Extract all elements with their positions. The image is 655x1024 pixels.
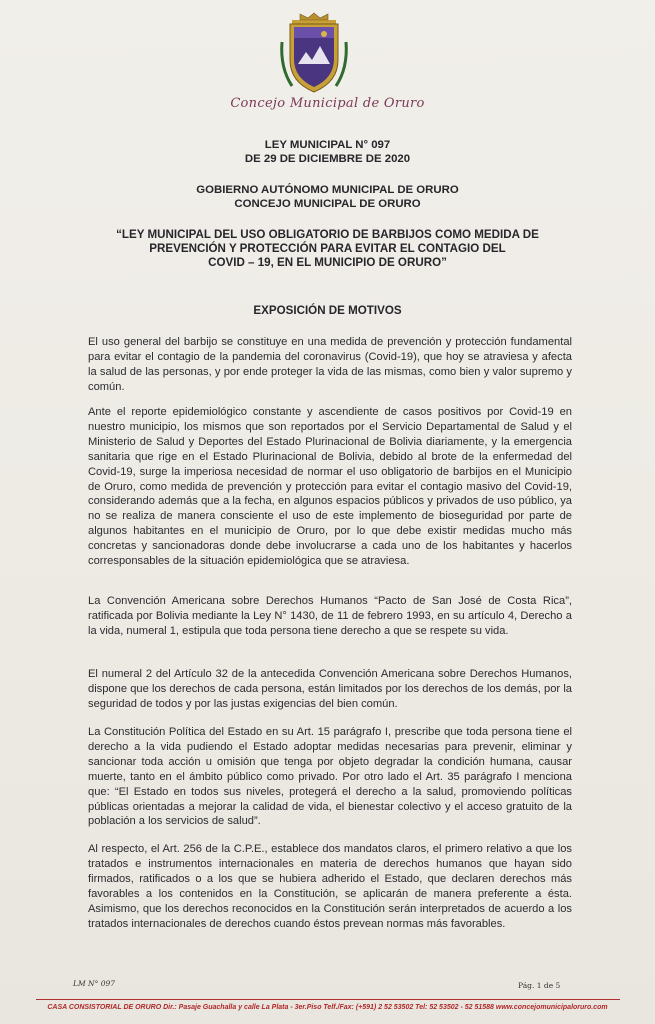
- law-title-line: “LEY MUNICIPAL DEL USO OBLIGATORIO DE BARBIJOS COMO MEDIDA DE: [116, 228, 539, 241]
- footer-address: CASA CONSISTORIAL DE ORURO Dir.: Pasaje Guachalla y calle La Plata - 3er.Piso Telf./Fax: (+591) 2 52 53502 Tel: 52 53502 - 52 51588 www.concejomunicipaloruro.com: [47, 1004, 608, 1011]
- law-title-line: COVID – 19, EN EL MUNICIPIO DE ORURO”: [208, 256, 447, 269]
- footer-divider: [36, 999, 620, 1000]
- body-paragraph: La Convención Americana sobre Derechos Humanos “Pacto de San José de Costa Rica”, ratificada por Bolivia mediante la Ley N° 1430, de 11 de febrero 1993, en su artículo 4, Derecho a la vida, numeral 1, estipula que toda persona tiene derecho a que se respete su vida.: [88, 595, 572, 637]
- page-number: Pág. 1 de 5: [518, 981, 561, 990]
- body-paragraph: Al respecto, el Art. 256 de la C.P.E., establece dos mandatos claros, el primero relativo a que los tratados e instrumentos internacionales en materia de derechos humanos que hayan sido firmados, ratificados o a los que se hubiera adherido el Estado, que declaren derechos más favorables a los contenidos en la Constitución, se aplicarán de manera preferente a ésta. Asimismo, que los derechos reconocidos en la Constitución serán interpretados de acuerdo a los tratados internacionales de derechos cuando éstos prevean normas más favorables.: [88, 843, 572, 930]
- body-paragraph: El numeral 2 del Artículo 32 de la antecedida Convención Americana sobre Derechos Humanos, dispone que los derechos de cada persona, están limitados por los derechos de los demás, por la seguridad de todos y por las justas exigencias del bien común.: [88, 668, 572, 710]
- law-date: DE 29 DE DICIEMBRE DE 2020: [244, 153, 411, 165]
- law-title-line: PREVENCIÓN Y PROTECCIÓN PARA EVITAR EL CONTAGIO DEL: [149, 242, 506, 255]
- body-paragraph: Ante el reporte epidemiológico constante y ascendiente de casos positivos por Covid-19 en nuestro municipio, los mismos que son reportados por el Servicio Departamental de Salud y el Ministerio de Salud y Deportes del Estado Plurinacional de Bolivia diariamente, y la emergencia sanitaria que rige en el Estado Plurinacional de Bolivia, debido al brote de la enfermedad del Covid-19, surge la imperiosa necesidad de normar el uso obligatorio de barbijos en el Municipio de Oruro, como medida de prevención y protección para evitar el contagio masivo del Covid-19, considerando además que a la fecha, en algunos espacios públicos y privados de uso público, ya no se realiza de manera consciente el uso de este implemento de bioseguridad por parte de algunos habitantes en el municipio de Oruro, por lo que debe existir medidas mucho más concretas y sancionadoras donde debe involucrarse a cada uno de los habitantes y hacerlos corresponsables de la situación epidemiológica que se atraviesa.: [88, 406, 572, 568]
- municipal-crest-emblem: [278, 12, 350, 96]
- section-title: EXPOSICIÓN DE MOTIVOS: [253, 304, 402, 317]
- law-number: LEY MUNICIPAL N° 097: [264, 139, 391, 151]
- institution-script-logo: Concejo Municipal de Oruro: [230, 96, 425, 111]
- law-heading: [0, 138, 655, 166]
- concejo-name: CONCEJO MUNICIPAL DE ORURO: [234, 198, 421, 210]
- issuing-body: [0, 183, 655, 211]
- law-reference: LM N° 097: [73, 979, 116, 988]
- body-paragraph: El uso general del barbijo se constituye en una medida de prevención y protección fundamental para evitar el contagio de la pandemia del coronavirus (Covid-19), que hoy se atraviesa y afecta la salud de las personas, y por ende proteger la vida de las mismas, como bien y valor supremo y común.: [88, 336, 572, 393]
- gobierno-name: GOBIERNO AUTÓNOMO MUNICIPAL DE ORURO: [196, 184, 459, 196]
- body-paragraph: La Constitución Política del Estado en su Art. 15 parágrafo I, prescribe que toda persona tiene el derecho a la vida pudiendo el Estado adoptar medidas necesarias para prevenir, eliminar y sancionar toda acción u omisión que tenga por objeto degradar la condición humana, causar muerte, tanto en el ámbito público como privado. Por otro lado el Art. 35 parágrafo I menciona que: “El Estado en todos sus niveles, protegerá el derecho a la salud, promoviendo políticas públicas orientadas a mejorar la calidad de vida, el bienestar colectivo y el acceso gratuito de la población a los servicios de salud”.: [88, 726, 572, 828]
- law-title: [0, 228, 655, 270]
